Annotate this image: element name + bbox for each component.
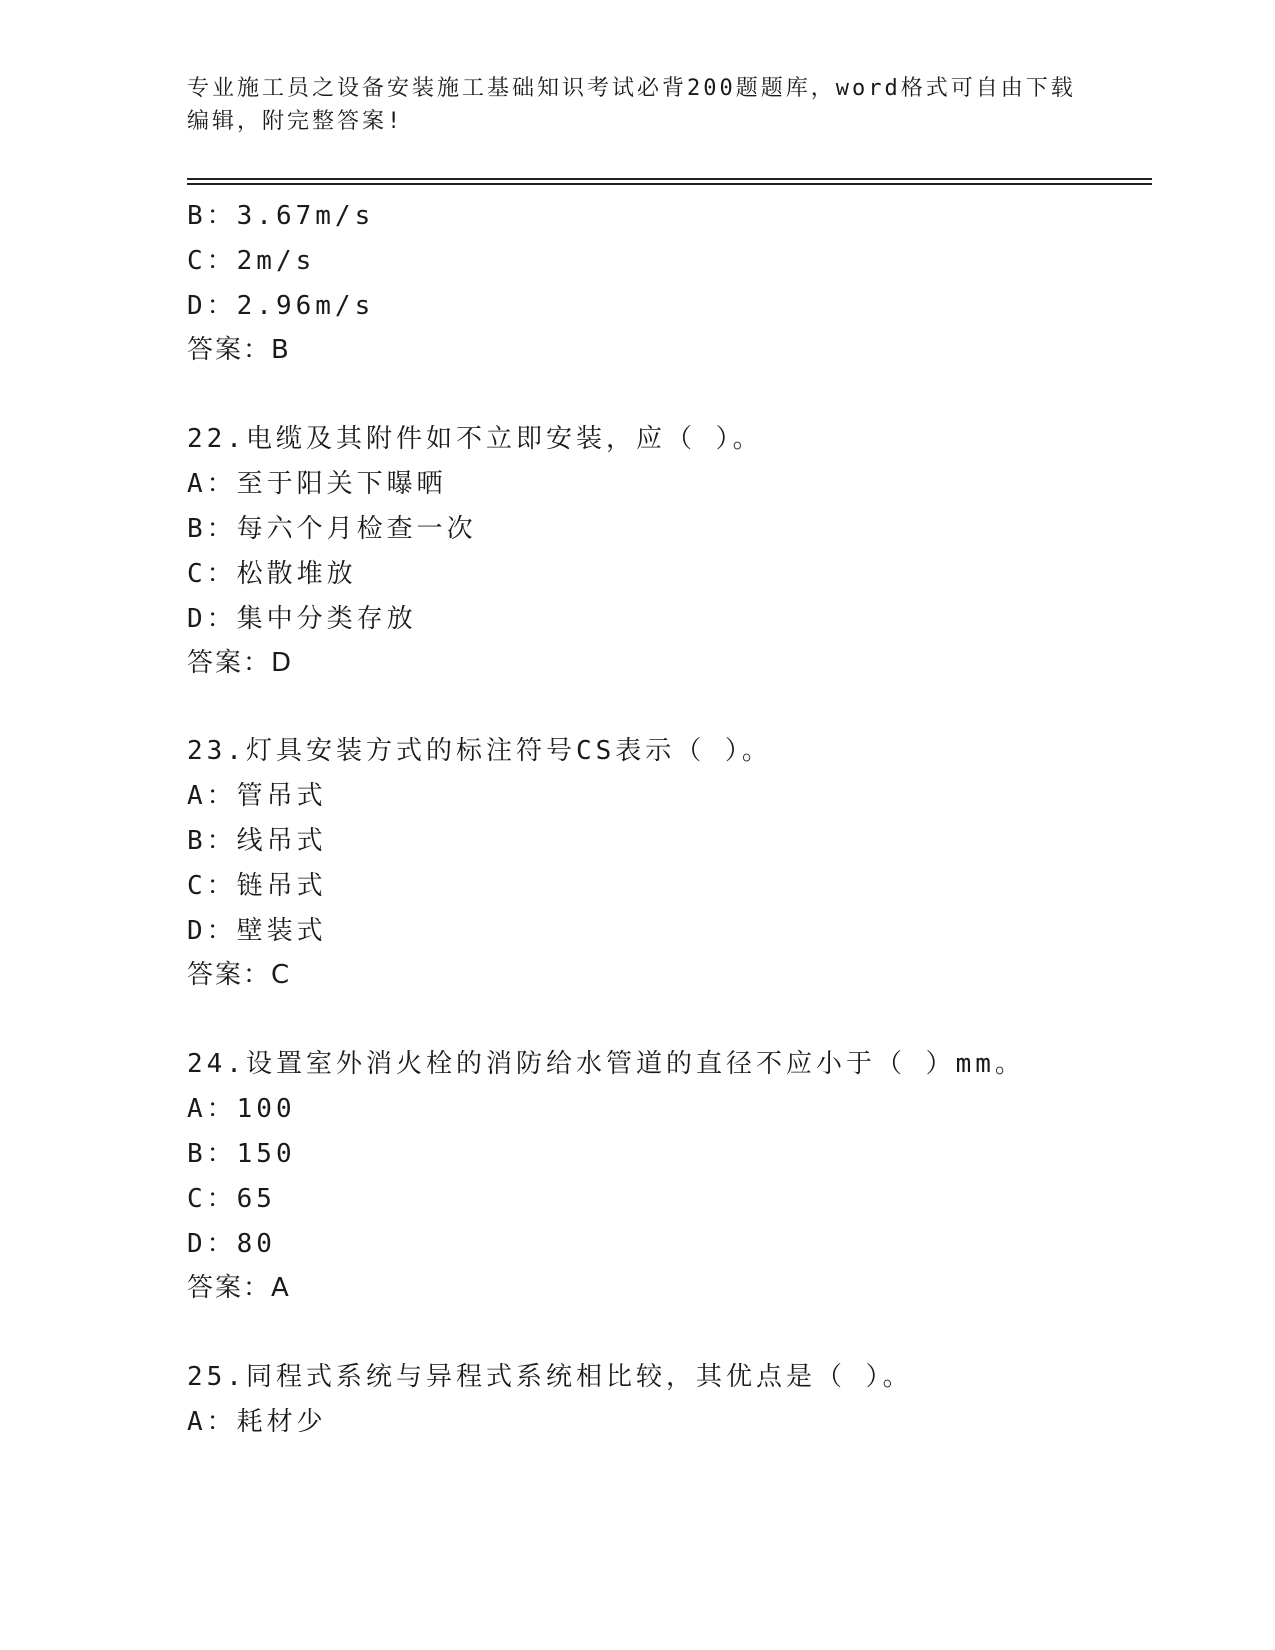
- option-text: 2m/s: [236, 246, 316, 276]
- header-divider-top: [187, 178, 1152, 180]
- answer-line: 答案：C: [187, 960, 292, 990]
- option-label: A：: [187, 469, 237, 499]
- option-line: [187, 824, 327, 858]
- option-line: [187, 1227, 276, 1261]
- option-label: B：: [187, 826, 237, 856]
- option-line: [187, 869, 327, 903]
- option-label: B：: [187, 1139, 237, 1169]
- option-label: A：: [187, 1094, 237, 1124]
- question-title: 23.灯具安装方式的标注符号CS表示（ ）。: [187, 736, 772, 766]
- option-line: [187, 512, 477, 546]
- option-label: A：: [187, 1407, 237, 1437]
- answer-line: 答案：B: [187, 335, 291, 365]
- question-title: 22.电缆及其附件如不立即安装，应（ ）。: [187, 424, 763, 454]
- option-label: D：: [187, 291, 237, 321]
- option-label: B：: [187, 201, 237, 231]
- header-line-2: 编辑，附完整答案!: [187, 109, 404, 134]
- option-line: [187, 1405, 327, 1439]
- option-label: D：: [187, 1229, 237, 1259]
- option-text: 松散堆放: [236, 559, 357, 589]
- question-title: 24.设置室外消火栓的消防给水管道的直径不应小于（ ）mm。: [187, 1049, 1025, 1079]
- option-line: [187, 467, 447, 501]
- option-label: C：: [187, 559, 237, 589]
- option-line: [187, 1137, 296, 1171]
- option-text: 线吊式: [236, 826, 327, 856]
- option-line: [187, 244, 315, 278]
- option-line: [187, 1182, 276, 1216]
- option-text: 65: [236, 1184, 276, 1214]
- option-text: 链吊式: [236, 871, 327, 901]
- option-text: 2.96m/s: [236, 291, 375, 321]
- option-line: [187, 557, 357, 591]
- option-line: [187, 199, 374, 233]
- answer-line: 答案：A: [187, 1273, 291, 1303]
- option-line: [187, 914, 327, 948]
- option-text: 100: [236, 1094, 296, 1124]
- question-title: 25.同程式系统与异程式系统相比较，其优点是（ ）。: [187, 1362, 913, 1392]
- option-label: D：: [187, 604, 237, 634]
- answer-line: 答案：D: [187, 648, 294, 678]
- option-text: 管吊式: [236, 781, 327, 811]
- option-text: 集中分类存放: [236, 604, 417, 634]
- option-label: C：: [187, 871, 237, 901]
- option-line: [187, 289, 374, 323]
- option-label: D：: [187, 916, 237, 946]
- option-label: A：: [187, 781, 237, 811]
- option-line: [187, 602, 417, 636]
- header-divider-bottom: [187, 183, 1152, 185]
- option-text: 每六个月检查一次: [236, 514, 477, 544]
- option-text: 耗材少: [236, 1407, 327, 1437]
- option-label: B：: [187, 514, 237, 544]
- option-text: 3.67m/s: [236, 201, 375, 231]
- option-line: [187, 1092, 296, 1126]
- option-label: C：: [187, 1184, 237, 1214]
- option-text: 至于阳关下曝晒: [236, 469, 447, 499]
- option-text: 壁装式: [236, 916, 327, 946]
- option-text: 150: [236, 1139, 296, 1169]
- option-line: [187, 779, 327, 813]
- header-line-1: 专业施工员之设备安装施工基础知识考试必背200题题库，word格式可自由下载: [187, 76, 1076, 101]
- option-label: C：: [187, 246, 237, 276]
- document-header: [187, 72, 1087, 138]
- option-text: 80: [236, 1229, 276, 1259]
